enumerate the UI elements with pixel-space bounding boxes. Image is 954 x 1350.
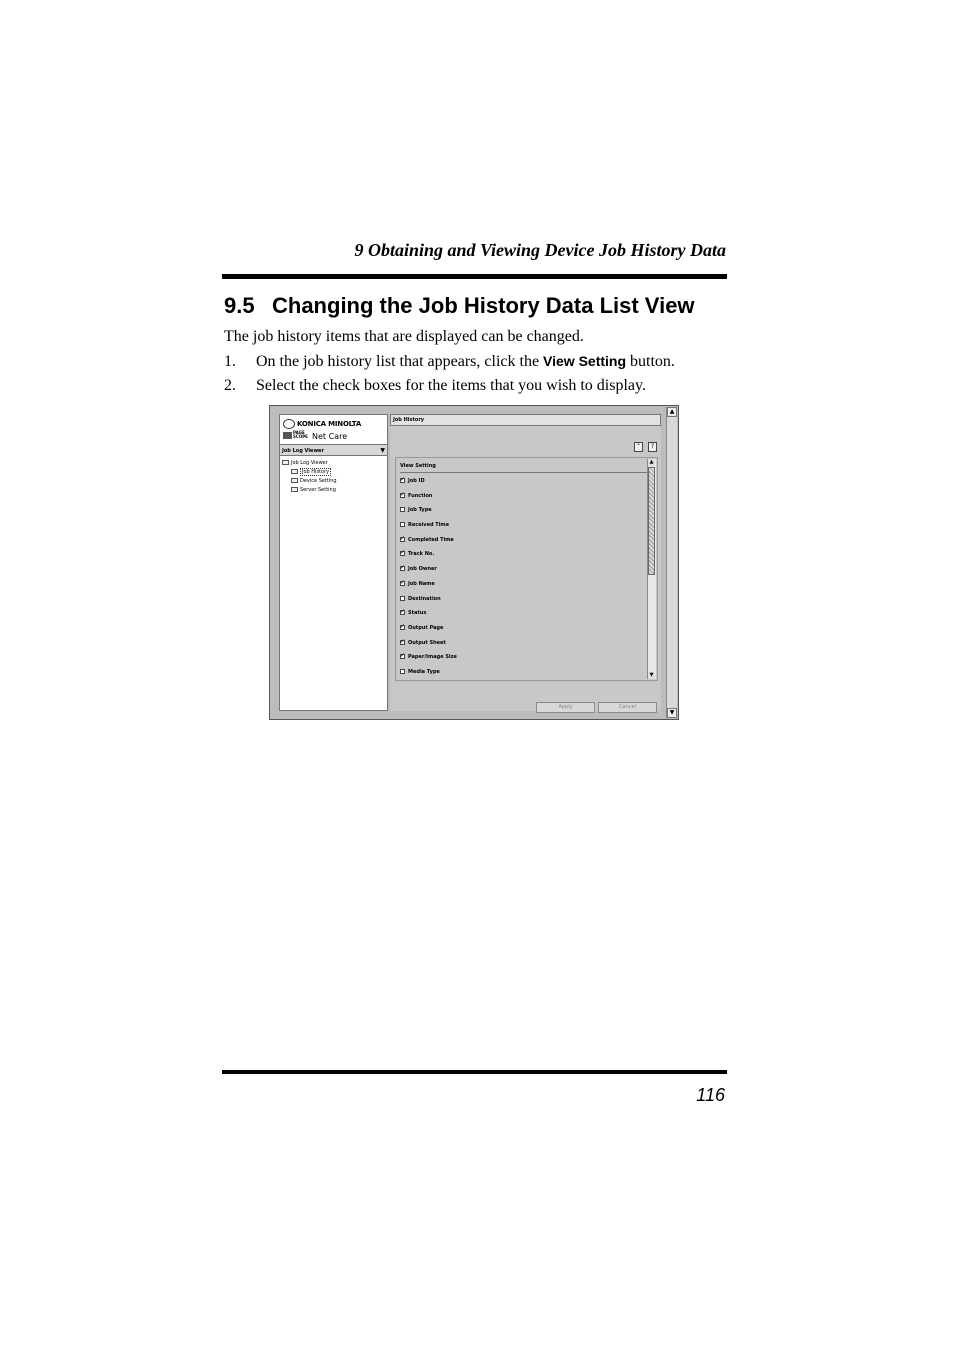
view-setting-item[interactable] [400,474,650,489]
checkbox[interactable] [400,596,405,601]
tree-root[interactable] [282,459,337,468]
folder-icon [282,460,289,465]
view-setting-item[interactable] [400,636,650,651]
checkbox[interactable] [400,610,405,615]
chapter-header: 9 Obtaining and Viewing Device Job History Data [354,240,726,260]
step-2 [224,377,646,395]
checkbox[interactable] [400,507,405,512]
header-rule [222,274,727,279]
scroll-down-icon[interactable]: ▼ [649,672,654,678]
list-scrollbar[interactable] [647,459,656,679]
view-setting-item[interactable] [400,533,650,548]
step-text-before: On the job history list that appears, click the [256,353,544,370]
checkbox[interactable] [400,493,405,498]
scroll-up-icon[interactable]: ▲ [649,459,654,465]
checkbox[interactable] [400,537,405,542]
view-setting-list [400,474,650,680]
checkbox-label: Function [408,492,433,499]
tree-item-label: Job History [302,469,330,475]
window-scrollbar[interactable] [666,407,677,718]
viewer-dropdown[interactable] [280,444,387,456]
checkbox[interactable] [400,625,405,630]
checkbox-label: Completed Time [408,536,454,543]
cancel-button[interactable]: Cancel [598,702,657,713]
pagescope-logo [283,431,308,439]
panel-title: Job History [390,414,661,426]
checkbox[interactable] [400,654,405,659]
step-text: Select the check boxes for the items that you wish to display. [256,377,646,394]
view-setting-title: View Setting [400,463,436,469]
tree-item-label: Server Setting [300,487,336,493]
konica-minolta-logo-icon [283,419,295,429]
page-number: 116 [696,1085,725,1105]
view-setting-item[interactable] [400,503,650,518]
help-icon[interactable]: ? [648,442,657,452]
checkbox[interactable] [400,522,405,527]
checkbox-label: Track No. [408,551,435,558]
checkbox[interactable] [400,581,405,586]
pagescope-line1: PAGE [293,430,305,435]
checkbox-label: Paper/Image Size [408,654,457,661]
folder-icon [291,487,298,492]
job-history-screenshot [269,405,679,720]
view-setting-item[interactable] [400,650,650,665]
folder-icon [291,478,298,483]
checkbox[interactable] [400,640,405,645]
up-arrow-icon[interactable]: ⌃ [635,443,642,450]
checkbox-label: Output Page [408,624,444,631]
view-setting-item[interactable] [400,547,650,562]
checkbox-label: Media Type [408,668,440,675]
tree-item-device-setting[interactable] [282,477,337,486]
content-pane [390,414,661,711]
view-setting-item[interactable] [400,562,650,577]
checkbox-label: Output Sheet [408,639,446,646]
checkbox-label: Job Type [408,507,432,514]
scroll-thumb[interactable] [648,467,655,575]
view-setting-panel [395,457,658,681]
logo [282,417,386,447]
checkbox[interactable] [400,566,405,571]
checkbox-label: Destination [408,595,441,602]
intro-paragraph: The job history items that are displayed can be changed. [224,328,584,345]
printer-icon [283,432,292,439]
checkbox-label: Job Owner [408,566,437,573]
pagescope-line2: SCOPE [293,434,308,439]
product-name: Net Care [312,432,348,441]
view-setting-reference: View Setting [543,353,627,369]
divider [400,472,647,473]
view-setting-item[interactable] [400,577,650,592]
view-setting-item[interactable] [400,592,650,607]
section-number: 9.5 [224,293,255,318]
folder-icon [291,469,298,474]
section-heading [224,293,695,319]
section-title: Changing the Job History Data List View [272,293,695,318]
view-setting-item[interactable] [400,606,650,621]
checkbox-label: Job ID [408,478,425,484]
chevron-down-icon[interactable]: ▼ [380,447,385,454]
checkbox[interactable] [400,478,405,483]
tree-item-label: Device Setting [300,478,337,484]
apply-button[interactable]: Apply [536,702,595,713]
checkbox[interactable] [400,669,405,674]
brand-name: KONICA MINOLTA [297,420,362,428]
checkbox[interactable] [400,551,405,556]
footer-rule [222,1070,727,1074]
step-number: 1. [224,353,236,370]
scroll-up-icon[interactable]: ▲ [667,407,677,417]
tree-item-server-setting[interactable] [282,486,337,495]
view-setting-item[interactable] [400,518,650,533]
checkbox-label: Job Name [408,580,435,587]
step-1 [224,353,675,371]
checkbox-label: Status [408,610,427,617]
view-setting-item[interactable] [400,621,650,636]
step-number: 2. [224,377,236,394]
checkbox-label: Received Time [408,522,450,529]
scroll-down-icon[interactable]: ▼ [667,708,677,718]
tree-root-label: Job Log Viewer [291,460,328,466]
navigation-pane [279,414,388,711]
view-setting-item[interactable] [400,665,650,680]
dropdown-value: Job Log Viewer [282,448,324,454]
tree-item-job-history[interactable] [282,468,337,477]
step-text-after: button. [626,353,675,370]
view-setting-item[interactable] [400,489,650,504]
navigation-tree [282,459,337,495]
